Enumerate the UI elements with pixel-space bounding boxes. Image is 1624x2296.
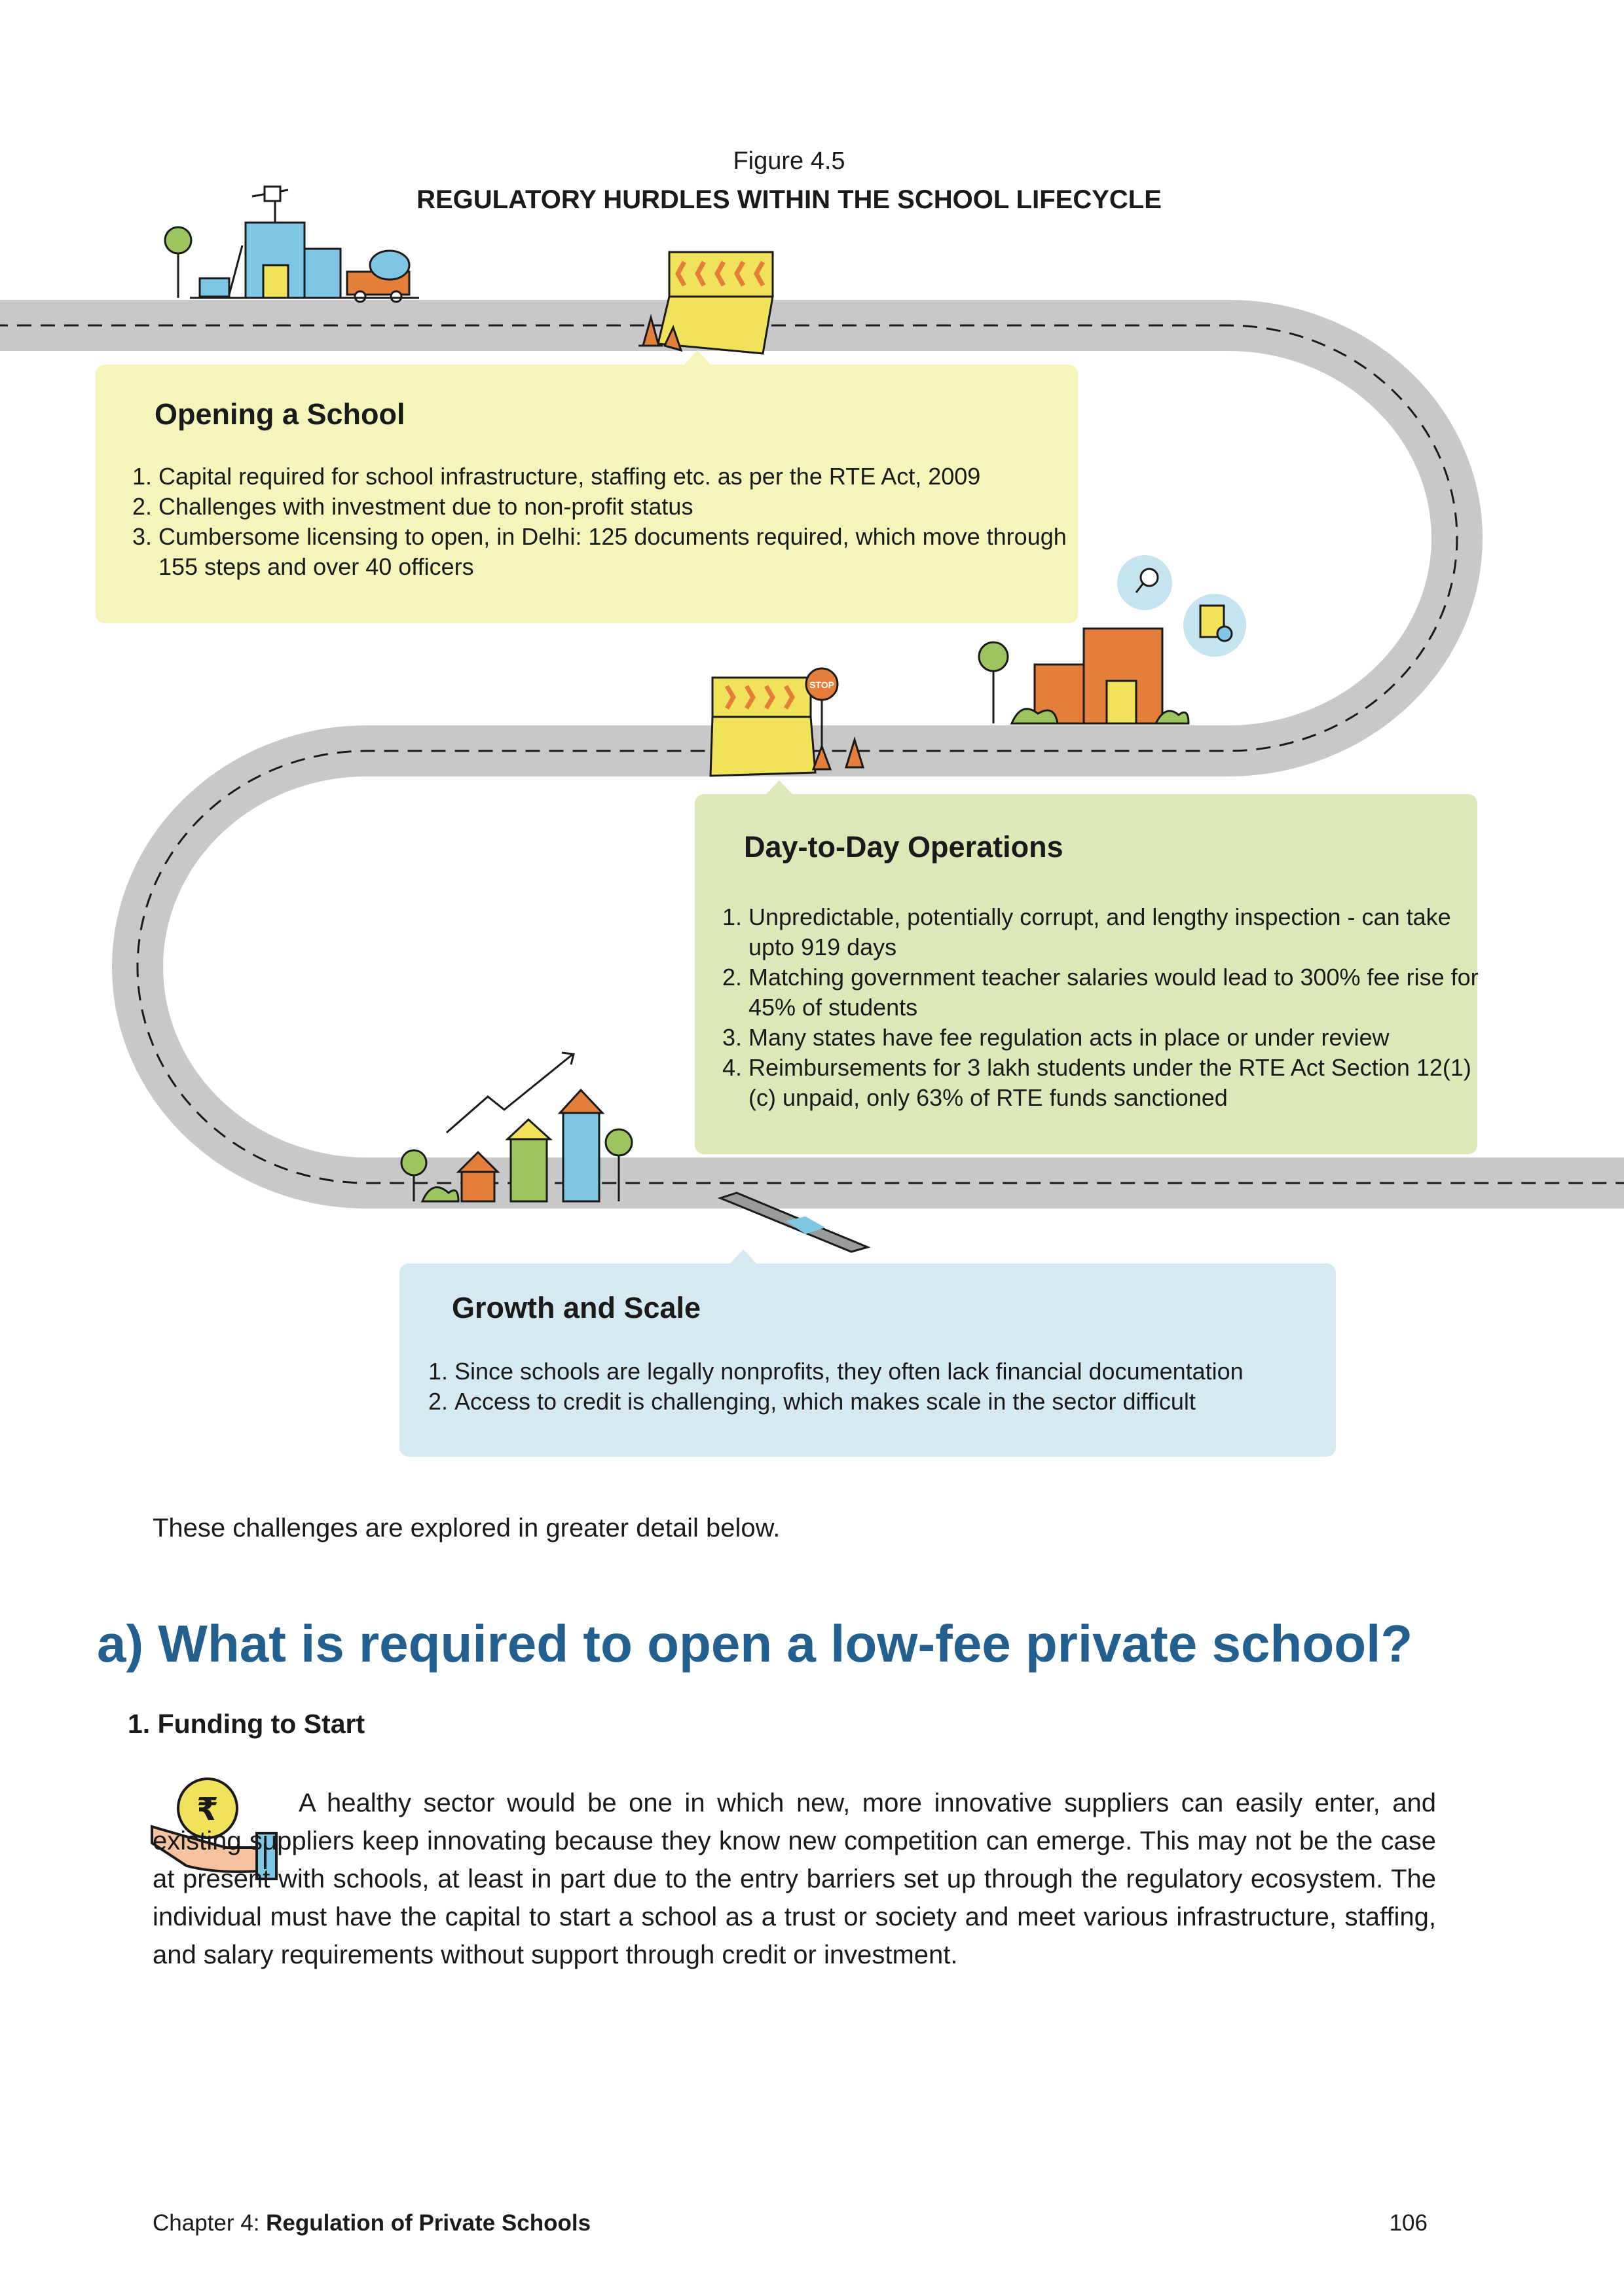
callout-opening-a-school xyxy=(96,365,1078,623)
footer-chapter xyxy=(153,2210,591,2236)
callout-pointer-1 xyxy=(684,350,710,365)
school-buildings-icon xyxy=(979,629,1189,723)
rupee-symbol: ₹ xyxy=(196,1791,219,1828)
callout-pointer-2 xyxy=(766,780,792,794)
footer-chapter-title: Regulation of Private Schools xyxy=(266,2210,591,2236)
callout-title: Growth and Scale xyxy=(452,1291,701,1324)
section-heading: a) What is required to open a low-fee private school? xyxy=(97,1614,1413,1673)
list-item: 1. Since schools are legally nonprofits, they often lack financial documentation xyxy=(454,1357,1352,1387)
figure-number: Figure 4.5 xyxy=(733,147,845,175)
footer-chapter-prefix: Chapter 4: xyxy=(153,2210,267,2236)
list-item: 1. Unpredictable, potentially corrupt, and lengthy inspection - can take upto 919 days xyxy=(748,902,1495,962)
list-item: 3. Cumbersome licensing to open, in Delhi: 125 documents required, which move through 155 steps and over 40 officers xyxy=(158,522,1075,582)
page-number: 106 xyxy=(1389,2210,1428,2236)
list-item: 1. Capital required for school infrastructure, staffing etc. as per the RTE Act, 2009 xyxy=(158,462,1075,492)
list-item: 2. Challenges with investment due to non-profit status xyxy=(158,492,1075,522)
list-item: 4. Reimbursements for 3 lakh students under the RTE Act Section 12(1)(c) unpaid, only 63% of RTE funds sanctioned xyxy=(748,1053,1495,1113)
document-settings-icon xyxy=(1183,594,1246,657)
list-item: 2. Matching government teacher salaries would lead to 300% fee rise for 45% of students xyxy=(748,962,1495,1023)
stop-sign-text: STOP xyxy=(809,680,834,690)
callout-list xyxy=(721,902,1495,1113)
list-item: 3. Many states have fee regulation acts in place or under review xyxy=(748,1023,1495,1053)
callout-list xyxy=(427,1357,1352,1417)
callout-day-to-day-operations xyxy=(695,794,1477,1154)
body-paragraph: A healthy sector would be one in which new, more innovative suppliers can easily enter, and existing suppliers keep innovating because they know new competition can emerge. This may not be the case at present with schools, at least in part due to the entry barriers set up through the regulatory ecosystem. The individual must have the capital to start a school as a trust or society and meet various infrastructure, staffing, and salary requirements without support through credit or investment. xyxy=(153,1789,1436,1969)
callout-pointer-3 xyxy=(730,1249,756,1264)
callout-title: Opening a School xyxy=(155,397,405,431)
callout-title: Day-to-Day Operations xyxy=(744,830,1063,864)
callout-list xyxy=(131,462,1075,582)
subsection-heading: 1. Funding to Start xyxy=(128,1709,365,1739)
search-icon xyxy=(1117,555,1172,610)
list-item: 2. Access to credit is challenging, which makes scale in the sector difficult xyxy=(454,1387,1352,1417)
figure-title: REGULATORY HURDLES WITHIN THE SCHOOL LIFECYCLE xyxy=(416,185,1162,214)
intro-text: These challenges are explored in greater detail below. xyxy=(153,1514,781,1542)
callout-growth-and-scale xyxy=(399,1264,1336,1457)
